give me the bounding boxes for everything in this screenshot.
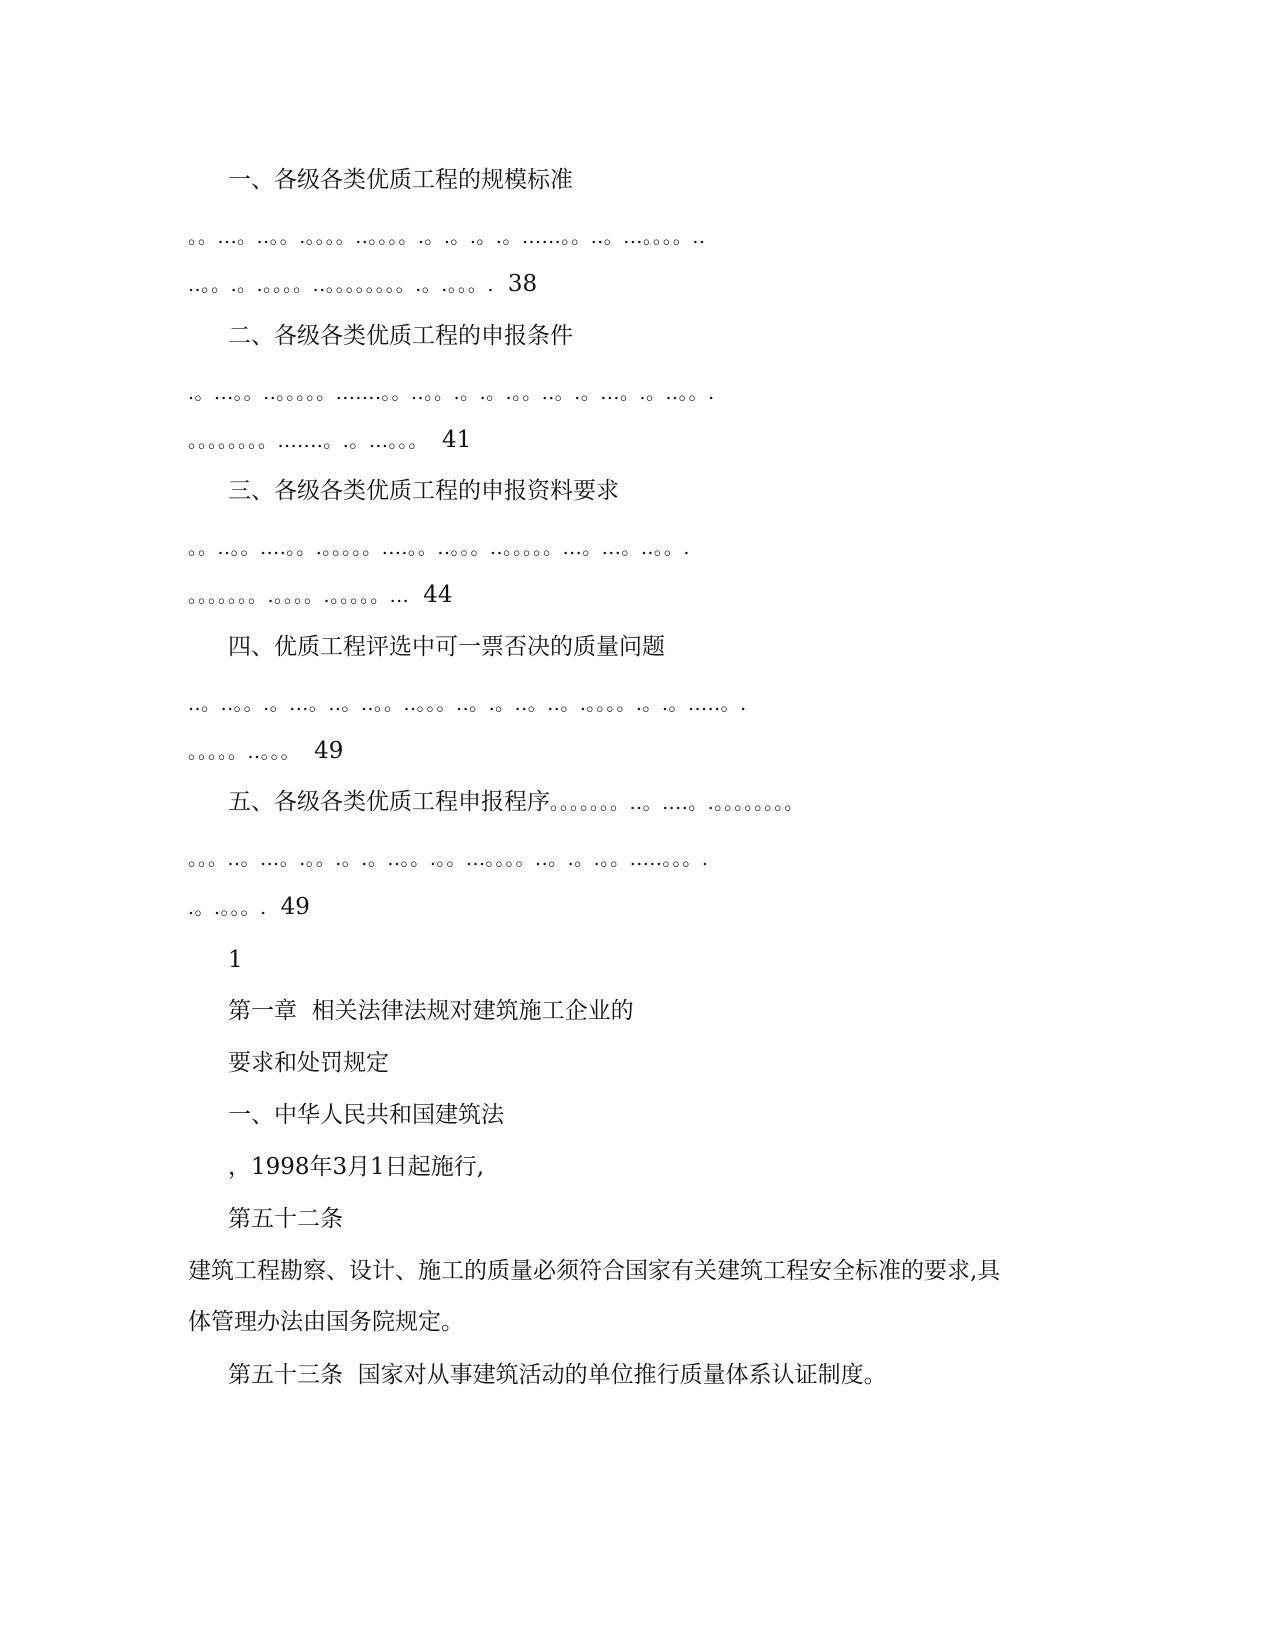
section-heading: 一、中华人民共和国建筑法 xyxy=(228,1102,504,1128)
toc-entry-1-title: 一、各级各类优质工程的规模标准 xyxy=(228,167,573,193)
toc-entry-4-leader: ..。..。。.。...。..。..。。..。。。..。.。..。..。.。。。。.。.。.....。. xyxy=(188,693,747,715)
toc-entry-5-title: 五、各级各类优质工程申报程序 xyxy=(228,789,550,815)
toc-entry-2-leader-2: 。。。。。。。。.......。.。...。。。 xyxy=(188,430,428,452)
toc-entry-4-leader-end xyxy=(188,736,343,767)
toc-entry-4-page-number: 49 xyxy=(314,738,344,764)
toc-entry-3-leader-end xyxy=(188,580,452,611)
toc-entry-2-leader: .。...。。..。。。。。.......。。..。。.。.。.。。..。.。...。.。..。。. xyxy=(188,382,715,404)
toc-entry-5-title-line xyxy=(228,787,804,818)
page-number: 1 xyxy=(228,947,243,973)
toc-entry-1-leader: 。。...。..。。.。。。。..。。。。.。.。.。.。......。。..。...。。。。.. xyxy=(188,226,706,248)
toc-entry-1-leader-2: ..。。.。.。。。。..。。。。。。。。.。.。。。. xyxy=(188,274,494,296)
chapter-title-line-2: 要求和处罚规定 xyxy=(228,1050,389,1076)
toc-entry-3-leader: 。。..。。....。。.。。。。。....。。..。。。..。。。。。...。...。..。。. xyxy=(188,537,690,559)
toc-entry-5-page-number: 49 xyxy=(280,894,310,920)
toc-entry-1-page-number: 38 xyxy=(507,271,538,297)
article-53-text: 第五十三条 国家对从事建筑活动的单位推行质量体系认证制度。 xyxy=(228,1362,887,1388)
toc-entry-5-leader-2: .。.。。。. xyxy=(188,897,267,919)
toc-entry-5-leader: 。。。..。...。.。。.。.。..。。.。。...。。。。..。.。.。。.....。。。. xyxy=(188,848,709,870)
toc-entry-1-leader-end xyxy=(188,269,537,300)
toc-entry-3-title: 三、各级各类优质工程的申报资料要求 xyxy=(228,478,619,504)
article-52-text-line-1: 建筑工程勘察、设计、施工的质量必须符合国家有关建筑工程安全标准的要求,具 xyxy=(188,1258,1001,1284)
article-52-text-line-2: 体管理办法由国务院规定。 xyxy=(188,1309,464,1335)
toc-entry-3-page-number: 44 xyxy=(423,582,453,608)
toc-entry-3-leader-2: 。。。。。。。.。。。。.。。。。。... xyxy=(188,585,410,607)
toc-entry-2-title: 二、各级各类优质工程的申报条件 xyxy=(228,323,573,349)
toc-entry-4-leader-2: 。。。。。..。。。 xyxy=(188,741,301,763)
toc-entry-4-title: 四、优质工程评选中可一票否决的质量问题 xyxy=(228,634,665,660)
toc-entry-5-leader-end xyxy=(188,892,310,923)
toc-entry-2-leader-end xyxy=(188,425,471,456)
toc-entry-2-page-number: 41 xyxy=(441,427,472,453)
effective-date-line: ，1998年3月1日起施行, xyxy=(228,1154,485,1180)
chapter-title-line-1: 第一章 相关法律法规对建筑施工企业的 xyxy=(228,998,634,1024)
article-52-heading: 第五十二条 xyxy=(228,1206,343,1232)
toc-entry-5-title-leader: 。。。。。。。..。....。.。。。。。。。。 xyxy=(550,792,804,814)
